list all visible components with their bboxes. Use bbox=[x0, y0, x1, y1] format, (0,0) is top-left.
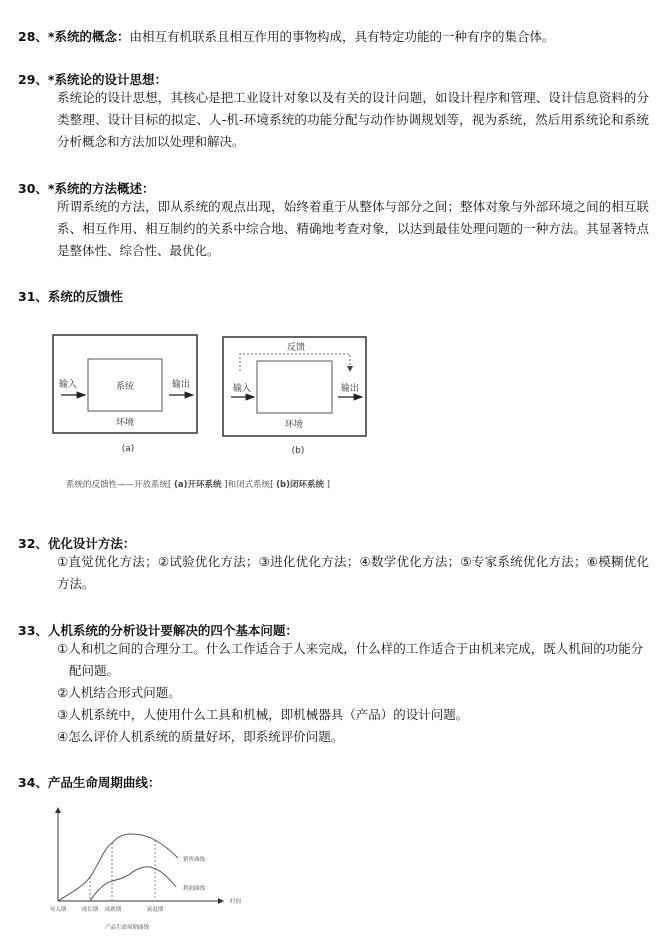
x-axis-label: 时间 bbox=[230, 899, 242, 905]
heading-29: 29、*系统论的设计思想： bbox=[18, 72, 167, 87]
output-label: 输出 bbox=[340, 384, 360, 394]
system-label: 系统 bbox=[115, 382, 135, 392]
profit-curve bbox=[90, 867, 176, 901]
legend-profit: 利润曲线 bbox=[183, 886, 206, 892]
heading-34: 34、产品生命周期曲线： bbox=[18, 775, 161, 790]
output-label: 输出 bbox=[171, 380, 191, 390]
tick-label: 成长期 bbox=[81, 907, 99, 913]
chart-title: 产品生命周期曲线 bbox=[104, 925, 150, 931]
legend-sales: 销售曲线 bbox=[183, 857, 206, 863]
feedback-label: 反馈 bbox=[286, 343, 306, 353]
paragraph-29: 系统论的设计思想，其核心是把工业设计对象以及有关的设计问题，如设计程序和管理、设计信息资料的分类整理、设计目标的拟定、人-机-环境系统的功能分配与动作协调规划等，视为系统，然后用系统论和系统分析概念和方法加以处理和解决。 bbox=[57, 90, 649, 149]
heading-33: 33、人机系统的分析设计要解决的四个基本问题： bbox=[18, 623, 298, 638]
product-lifecycle-chart bbox=[0, 800, 260, 948]
heading-32: 32、优化设计方法： bbox=[18, 536, 136, 551]
feedback-diagram bbox=[0, 320, 420, 500]
paragraph-32: ①直觉优化方法；②试验优化方法；③进化优化方法；④数学优化方法；⑤专家系统优化方法；⑥模糊优化方法。 bbox=[57, 554, 649, 591]
tick-label: 衰退期 bbox=[146, 907, 164, 913]
heading-31: 31、系统的反馈性 bbox=[18, 289, 123, 304]
diagram-caption: 系统的反馈性——开放系统[ (a)开环系统 ]和闭式系统[ (b)闭环系统 ] bbox=[66, 480, 330, 490]
list-item: ③人机系统中，人使用什么工具和机械，即机械器具（产品）的设计问题。 bbox=[57, 707, 469, 722]
paragraph-30: 所谓系统的方法，即从系统的观点出现，始终着重于从整体与部分之间；整体对象与外部环境之间的相互联系、相互作用、相互制约的关系中综合地、精确地考查对象，以达到最佳处理问题的一种方法。其显著特点是整体性、综合性、最优化。 bbox=[57, 199, 649, 258]
list-item: ①人和机之间的合理分工。什么工作适合于人来完成，什么样的工作适合于由机来完成，既人机间的功能分配问题。 bbox=[57, 641, 644, 678]
sales-curve bbox=[58, 834, 178, 901]
list-item: ④怎么评价人机系统的质量好坏，即系统评价问题。 bbox=[57, 729, 344, 744]
open-loop-diagram bbox=[53, 335, 197, 454]
environment-label: 环境 bbox=[284, 420, 304, 430]
list-item: ②人机结合形式问题。 bbox=[57, 685, 181, 700]
input-label: 输入 bbox=[58, 380, 78, 390]
label-b: (b) bbox=[291, 446, 305, 456]
label-a: (a) bbox=[121, 444, 135, 454]
closed-loop-diagram bbox=[223, 337, 366, 456]
tick-label: 成熟期 bbox=[104, 907, 122, 913]
heading-30: 30、*系统的方法概述： bbox=[18, 181, 155, 196]
heading-28: 28、*系统的概念：由相互有机联系且相互作用的事物构成，具有特定功能的一种有序的集合体。 bbox=[18, 29, 555, 44]
tick-label: 导入期 bbox=[49, 907, 67, 913]
environment-label: 环境 bbox=[115, 418, 135, 428]
input-label: 输入 bbox=[232, 384, 252, 394]
